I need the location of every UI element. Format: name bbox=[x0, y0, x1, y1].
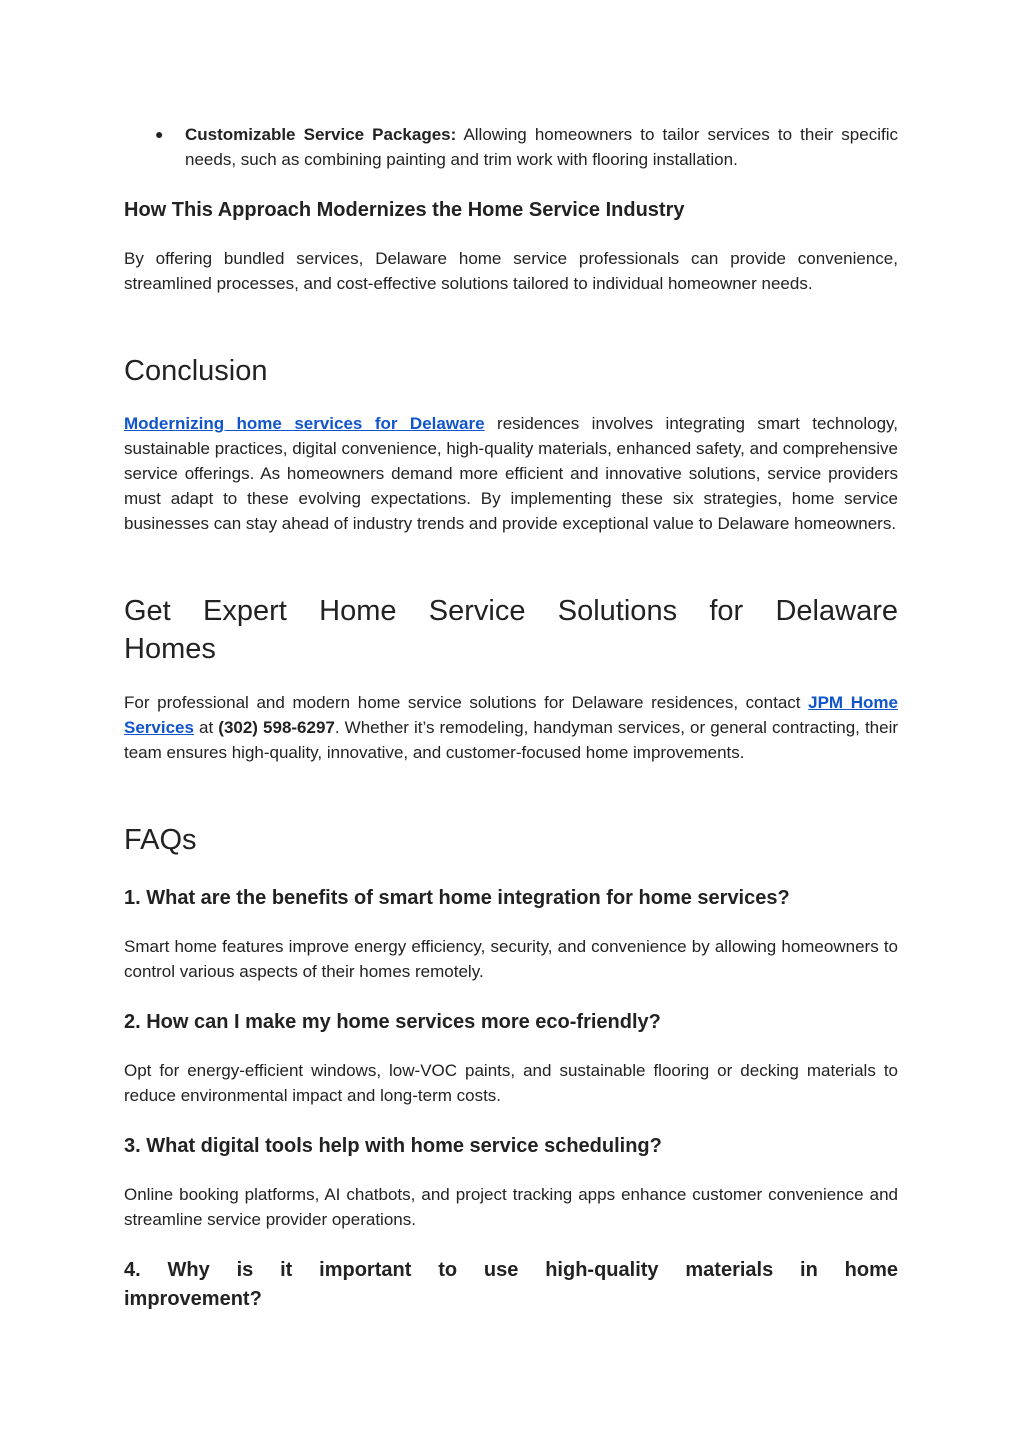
phone-number: (302) 598-6297 bbox=[218, 718, 335, 737]
expert-heading-line1: Get Expert Home Service Solutions for Delaware bbox=[124, 595, 898, 627]
expert-heading-line2: Homes bbox=[124, 633, 216, 665]
approach-paragraph: By offering bundled services, Delaware home service professionals can provide convenience, streamlined processes, and cost-effective solutions tailored to individual homeowner needs. bbox=[124, 249, 898, 293]
faq-question: 1. What are the benefits of smart home integration for home services? bbox=[124, 887, 790, 909]
expert-heading bbox=[124, 592, 898, 668]
expert-intro: For professional and modern home service solutions for Delaware residences, contact bbox=[124, 693, 809, 712]
faq-question: 2. How can I make my home services more eco-friendly? bbox=[124, 1011, 661, 1033]
expert-at: at bbox=[193, 718, 219, 737]
faq-answer: Smart home features improve energy efficiency, security, and convenience by allowing homeowners to control various aspects of their homes remotely. bbox=[124, 937, 898, 981]
bullet-lead: Customizable Service Packages: bbox=[185, 125, 457, 144]
bullet-text: Allowing homeowners to tailor services to their specific needs, such as combining painting and trim work with flooring installation. bbox=[185, 125, 898, 169]
jpm-home-services-link[interactable]: JPM Home Services bbox=[124, 693, 898, 737]
conclusion-body: residences involves integrating smart technology, sustainable practices, digital convenience, high-quality materials, enhanced safety, and comprehensive service offerings. As homeowners demand more efficient and innovative solutions, service providers must adapt to these evolving expectations. By implementing these six strategies, home service businesses can stay ahead of industry trends and provide exceptional value to Delaware homeowners. bbox=[124, 414, 899, 533]
modernizing-link[interactable]: Modernizing home services for Delaware bbox=[124, 414, 485, 433]
faq-question bbox=[124, 1256, 898, 1314]
faq-answer: Online booking platforms, AI chatbots, and project tracking apps enhance customer convenience and streamline service provider operations. bbox=[124, 1185, 898, 1229]
faq-question-line2: improvement? bbox=[124, 1288, 262, 1310]
expert-paragraph bbox=[124, 690, 898, 765]
faq-question-line1: 4. Why is it important to use high-quality materials in home bbox=[124, 1259, 898, 1281]
list-item bbox=[124, 122, 898, 172]
expert-body: . Whether it’s remodeling, handyman services, or general contracting, their team ensures high-quality, innovative, and customer-focused home improvements. bbox=[124, 718, 899, 762]
bullet-icon: ● bbox=[155, 126, 164, 142]
conclusion-heading: Conclusion bbox=[124, 355, 268, 387]
faq-answer: Opt for energy-efficient windows, low-VOC paints, and sustainable flooring or decking materials to reduce environmental impact and long-term costs. bbox=[124, 1061, 898, 1105]
bullet-paragraph bbox=[185, 122, 898, 172]
faq-question: 3. What digital tools help with home service scheduling? bbox=[124, 1135, 662, 1157]
approach-heading: How This Approach Modernizes the Home Service Industry bbox=[124, 199, 685, 221]
conclusion-paragraph bbox=[124, 411, 898, 536]
faqs-heading: FAQs bbox=[124, 824, 197, 856]
